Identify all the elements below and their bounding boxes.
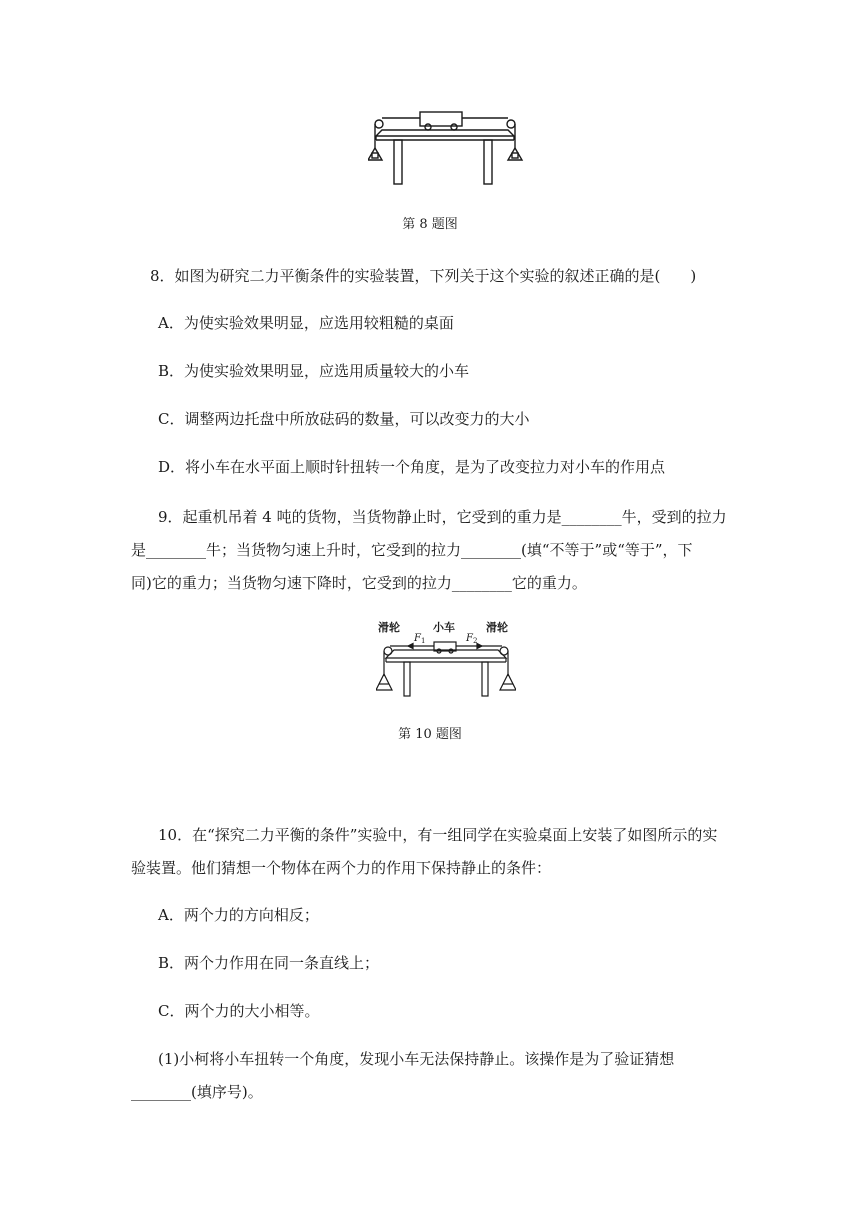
q10-line-2: 验装置。他们猜想一个物体在两个力的作用下保持静止的条件：	[131, 859, 552, 877]
label-pulley-left: 滑轮	[378, 621, 400, 634]
q10-sub1-line-1: (1)小柯将小车扭转一个角度，发现小车无法保持静止。该操作是为了验证猜想	[158, 1050, 675, 1068]
label-f2-sub: 2	[473, 637, 478, 645]
label-f1: F	[414, 633, 421, 644]
figure-10-apparatus	[376, 620, 516, 698]
table-leg-left	[394, 140, 402, 184]
pulley-right	[507, 120, 515, 128]
table-leg-right	[482, 662, 488, 696]
figure-8-apparatus	[368, 106, 528, 188]
q8-stem: 8．如图为研究二力平衡条件的实验装置，下列关于这个实验的叙述正确的是( )	[150, 267, 697, 285]
figure-10-caption: 第 10 题图	[398, 727, 462, 742]
table-top	[376, 130, 514, 136]
q8-option-b: B．为使实验效果明显，应选用质量较大的小车	[158, 362, 470, 380]
q9-line-2: 是________牛；当货物匀速上升时，它受到的拉力________(填“不等于”或“等于”，下	[131, 541, 693, 559]
pulley-left	[384, 647, 392, 655]
q9-line-1: 9．起重机吊着 4 吨的货物，当货物静止时，它受到的重力是________牛，受到的拉力	[158, 508, 727, 526]
weight-left	[376, 674, 392, 690]
q10-option-b: B．两个力作用在同一条直线上；	[158, 954, 380, 972]
label-f2: F	[466, 633, 473, 644]
q10-option-a: A．两个力的方向相反；	[158, 906, 319, 924]
figure-8-caption: 第 8 题图	[402, 217, 458, 232]
q10-line-1: 10．在“探究二力平衡的条件”实验中，有一组同学在实验桌面上安装了如图所示的实	[158, 826, 718, 844]
cart-wheel-left	[425, 124, 431, 130]
q9-line-3: 同)它的重力；当货物匀速下降时，它受到的拉力________它的重力。	[131, 574, 587, 592]
q8-option-a: A．为使实验效果明显，应选用较粗糙的桌面	[158, 314, 454, 332]
q10-option-c: C．两个力的大小相等。	[158, 1002, 320, 1020]
label-cart: 小车	[433, 621, 455, 634]
cart-wheel-right	[451, 124, 457, 130]
q8-option-d: D．将小车在水平面上顺时针扭转一个角度，是为了改变拉力对小车的作用点	[158, 458, 666, 476]
label-f1-sub: 1	[421, 637, 426, 645]
q8-option-c: C．调整两边托盘中所放砝码的数量，可以改变力的大小	[158, 410, 530, 428]
label-pulley-right: 滑轮	[486, 621, 508, 634]
table-leg-left	[404, 662, 410, 696]
table-leg-right	[484, 140, 492, 184]
q10-sub1-line-2: ________(填序号)。	[131, 1083, 263, 1101]
pulley-left	[375, 120, 383, 128]
weight-right	[500, 674, 516, 690]
pulley-right	[500, 647, 508, 655]
